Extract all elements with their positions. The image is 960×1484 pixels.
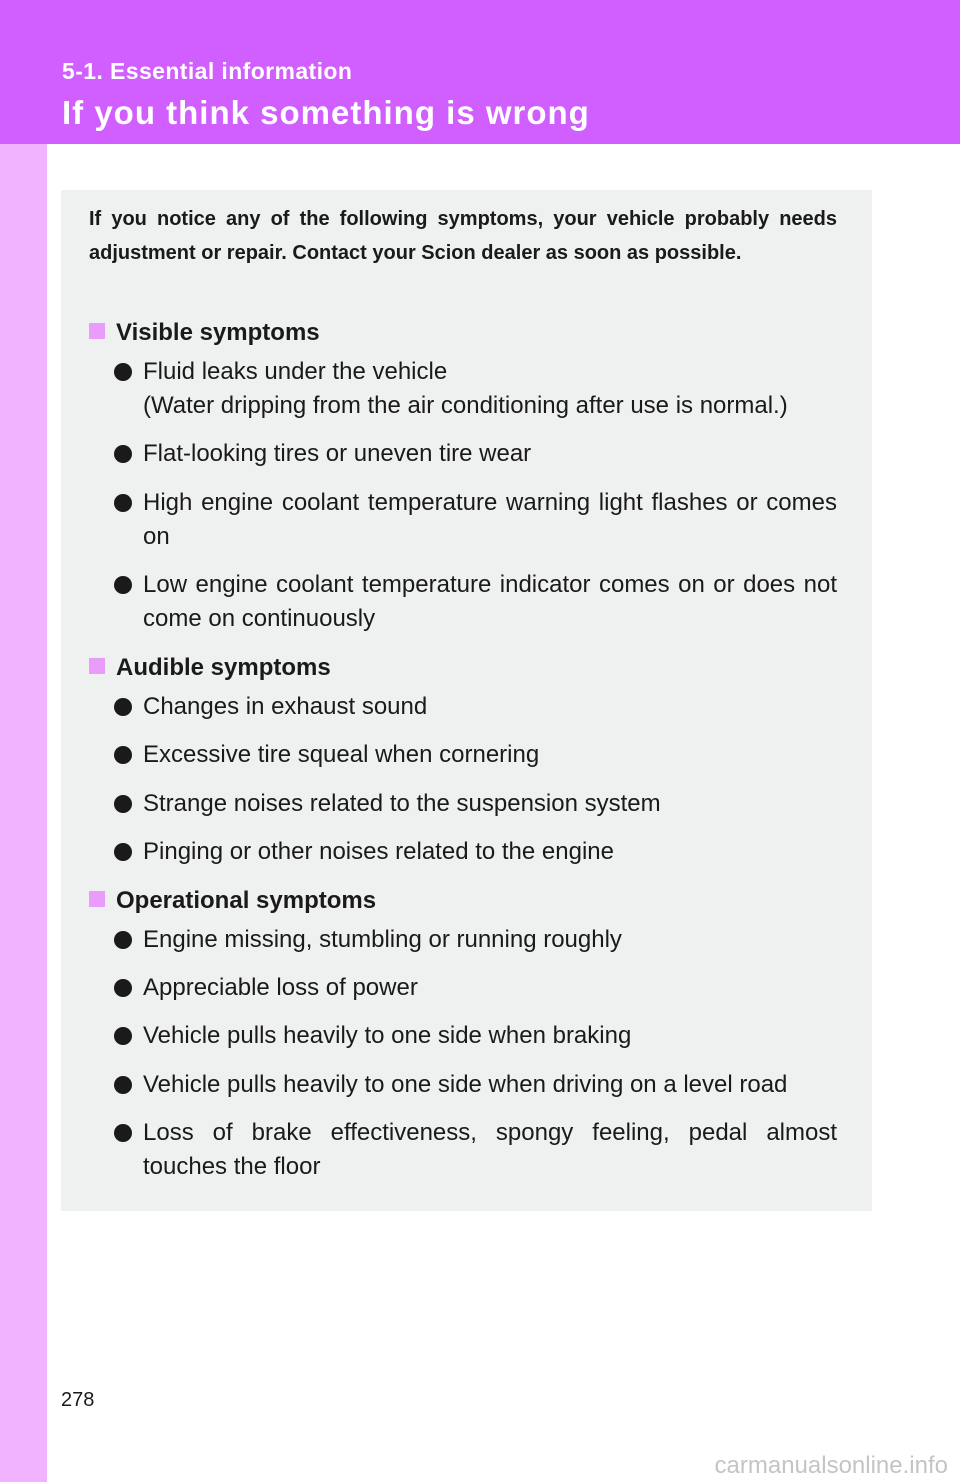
page-number: 278 — [61, 1389, 95, 1411]
category-title: Audible symptoms — [116, 654, 331, 681]
list-item-text: High engine coolant temperature warning light flashes or comes on — [143, 489, 837, 550]
list-item — [114, 437, 837, 471]
category-heading-visible — [89, 318, 320, 348]
round-bullet-icon — [114, 1124, 132, 1142]
round-bullet-icon — [114, 698, 132, 716]
round-bullet-icon — [114, 931, 132, 949]
round-bullet-icon — [114, 1027, 132, 1045]
content-box — [61, 190, 872, 1211]
list-item-text: Appreciable loss of power — [143, 974, 418, 1001]
section-label: 5-1. Essential information — [62, 58, 353, 84]
square-bullet-icon — [89, 658, 105, 674]
round-bullet-icon — [114, 363, 132, 381]
list-item — [114, 355, 837, 423]
square-bullet-icon — [89, 323, 105, 339]
list-item-text: Vehicle pulls heavily to one side when braking — [143, 1022, 632, 1049]
watermark: carmanualsonline.info — [714, 1452, 948, 1479]
page-title: If you think something is wrong — [62, 94, 590, 131]
category-title: Operational symptoms — [116, 887, 377, 914]
list-item-text: Changes in exhaust sound — [143, 693, 428, 720]
list-item-text: Excessive tire squeal when cornering — [143, 741, 540, 768]
category-heading-audible — [89, 653, 331, 683]
list-item — [114, 486, 837, 554]
list-item-text: Strange noises related to the suspension system — [143, 790, 661, 817]
category-title: Visible symptoms — [116, 319, 320, 346]
round-bullet-icon — [114, 795, 132, 813]
list-item-text: Engine missing, stumbling or running roughly — [143, 926, 622, 953]
side-band — [0, 144, 47, 1482]
list-item-text: Vehicle pulls heavily to one side when driving on a level road — [143, 1071, 788, 1098]
list-item — [114, 971, 837, 1005]
round-bullet-icon — [114, 494, 132, 512]
round-bullet-icon — [114, 746, 132, 764]
list-item — [114, 1068, 837, 1102]
list-item-text: Pinging or other noises related to the engine — [143, 838, 614, 865]
intro-text: If you notice any of the following symptoms, your vehicle probably needs adjustment or repair. Contact your Scion dealer as soon as possible. — [89, 208, 837, 264]
list-item — [114, 835, 837, 869]
round-bullet-icon — [114, 445, 132, 463]
round-bullet-icon — [114, 1076, 132, 1094]
list-item — [114, 690, 837, 724]
list-item — [114, 787, 837, 821]
list-item — [114, 923, 837, 957]
list-item — [114, 568, 837, 636]
category-heading-operational — [89, 886, 376, 916]
list-item — [114, 1116, 837, 1184]
list-item — [114, 738, 837, 772]
list-item-note: (Water dripping from the air conditioning after use is normal.) — [143, 392, 788, 419]
list-item-text: Low engine coolant temperature indicator comes on or does not come on continuously — [143, 571, 837, 632]
list-item-text: Fluid leaks under the vehicle — [143, 358, 448, 385]
round-bullet-icon — [114, 979, 132, 997]
list-item-text: Flat-looking tires or uneven tire wear — [143, 440, 532, 467]
round-bullet-icon — [114, 576, 132, 594]
square-bullet-icon — [89, 891, 105, 907]
list-item — [114, 1019, 837, 1053]
round-bullet-icon — [114, 843, 132, 861]
list-item-text: Loss of brake effectiveness, spongy feeling, pedal almost touches the floor — [143, 1119, 837, 1180]
